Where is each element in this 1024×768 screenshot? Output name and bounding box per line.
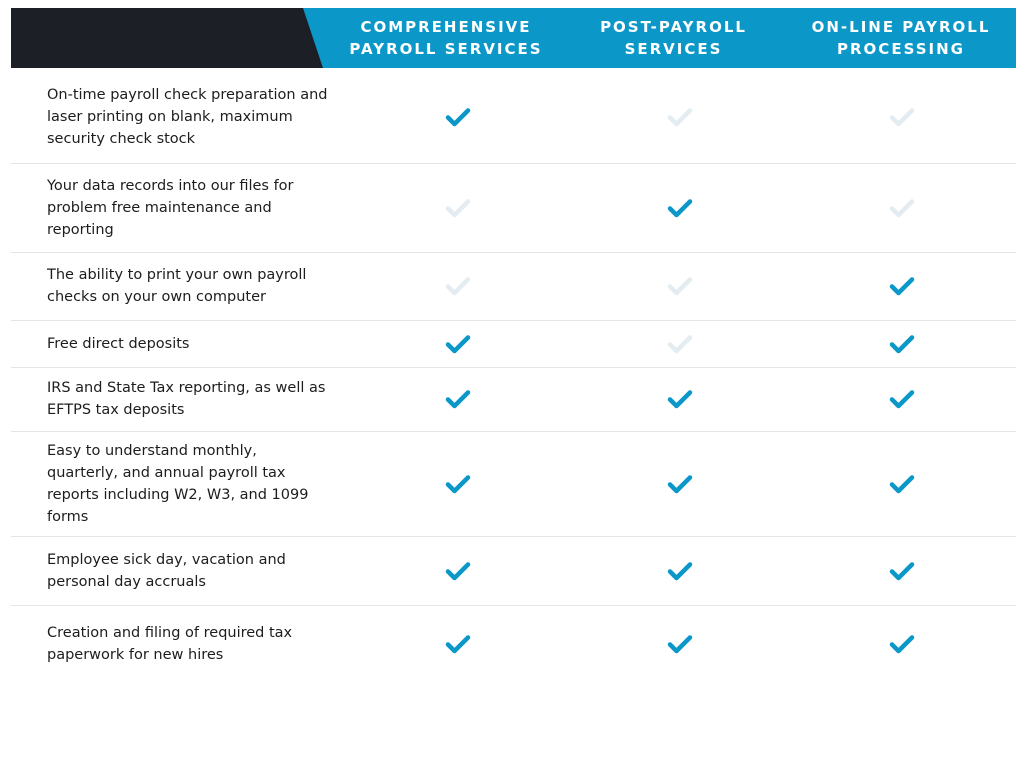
check-icon	[888, 367, 916, 431]
table-row	[11, 431, 1016, 537]
check-icon	[444, 431, 472, 536]
check-icon-inactive	[666, 252, 694, 320]
feature-label: Easy to understand monthly, quarterly, and annual payroll tax reports including W2, W3, and 1099 forms	[47, 442, 309, 525]
feature-label: Your data records into our files for problem free maintenance and reporting	[47, 177, 294, 238]
check-icon	[888, 252, 916, 320]
column-header-comprehensive: COMPREHENSIVE PAYROLL SERVICES	[349, 18, 543, 58]
check-icon	[888, 605, 916, 683]
header-dark-panel	[11, 8, 323, 68]
check-icon	[444, 320, 472, 367]
check-icon-inactive	[888, 163, 916, 252]
check-icon	[888, 320, 916, 367]
check-icon-inactive	[666, 320, 694, 367]
check-icon	[444, 367, 472, 431]
feature-label: Creation and filing of required tax paperwork for new hires	[47, 625, 293, 663]
check-icon-inactive	[666, 70, 694, 163]
check-icon	[666, 367, 694, 431]
check-icon-inactive	[444, 252, 472, 320]
column-header-online-processing: ON-LINE PAYROLL PROCESSING	[811, 18, 991, 58]
feature-label: IRS and State Tax reporting, as well as EFTPS tax deposits	[47, 380, 326, 418]
table-row	[11, 536, 1016, 606]
table-row	[11, 320, 1016, 368]
table-header	[11, 8, 1016, 68]
check-icon	[888, 536, 916, 605]
check-icon	[444, 536, 472, 605]
table-row	[11, 252, 1016, 321]
table-row	[11, 367, 1016, 432]
table-row	[11, 163, 1016, 253]
column-header-post-payroll: POST-PAYROLL SERVICES	[600, 18, 747, 58]
feature-label: The ability to print your own payroll checks on your own computer	[47, 267, 307, 305]
check-icon-inactive	[444, 163, 472, 252]
check-icon	[444, 70, 472, 163]
feature-label: Employee sick day, vacation and personal day accruals	[47, 551, 286, 590]
feature-label: Free direct deposits	[47, 335, 190, 352]
check-icon-inactive	[888, 70, 916, 163]
check-icon	[666, 431, 694, 536]
check-icon	[444, 605, 472, 683]
check-icon	[666, 536, 694, 605]
feature-label: On-time payroll check preparation and laser printing on blank, maximum security check stock	[47, 86, 328, 147]
check-icon	[666, 605, 694, 683]
table-row	[11, 605, 1016, 683]
table-row	[11, 70, 1016, 164]
check-icon	[666, 163, 694, 252]
check-icon	[888, 431, 916, 536]
